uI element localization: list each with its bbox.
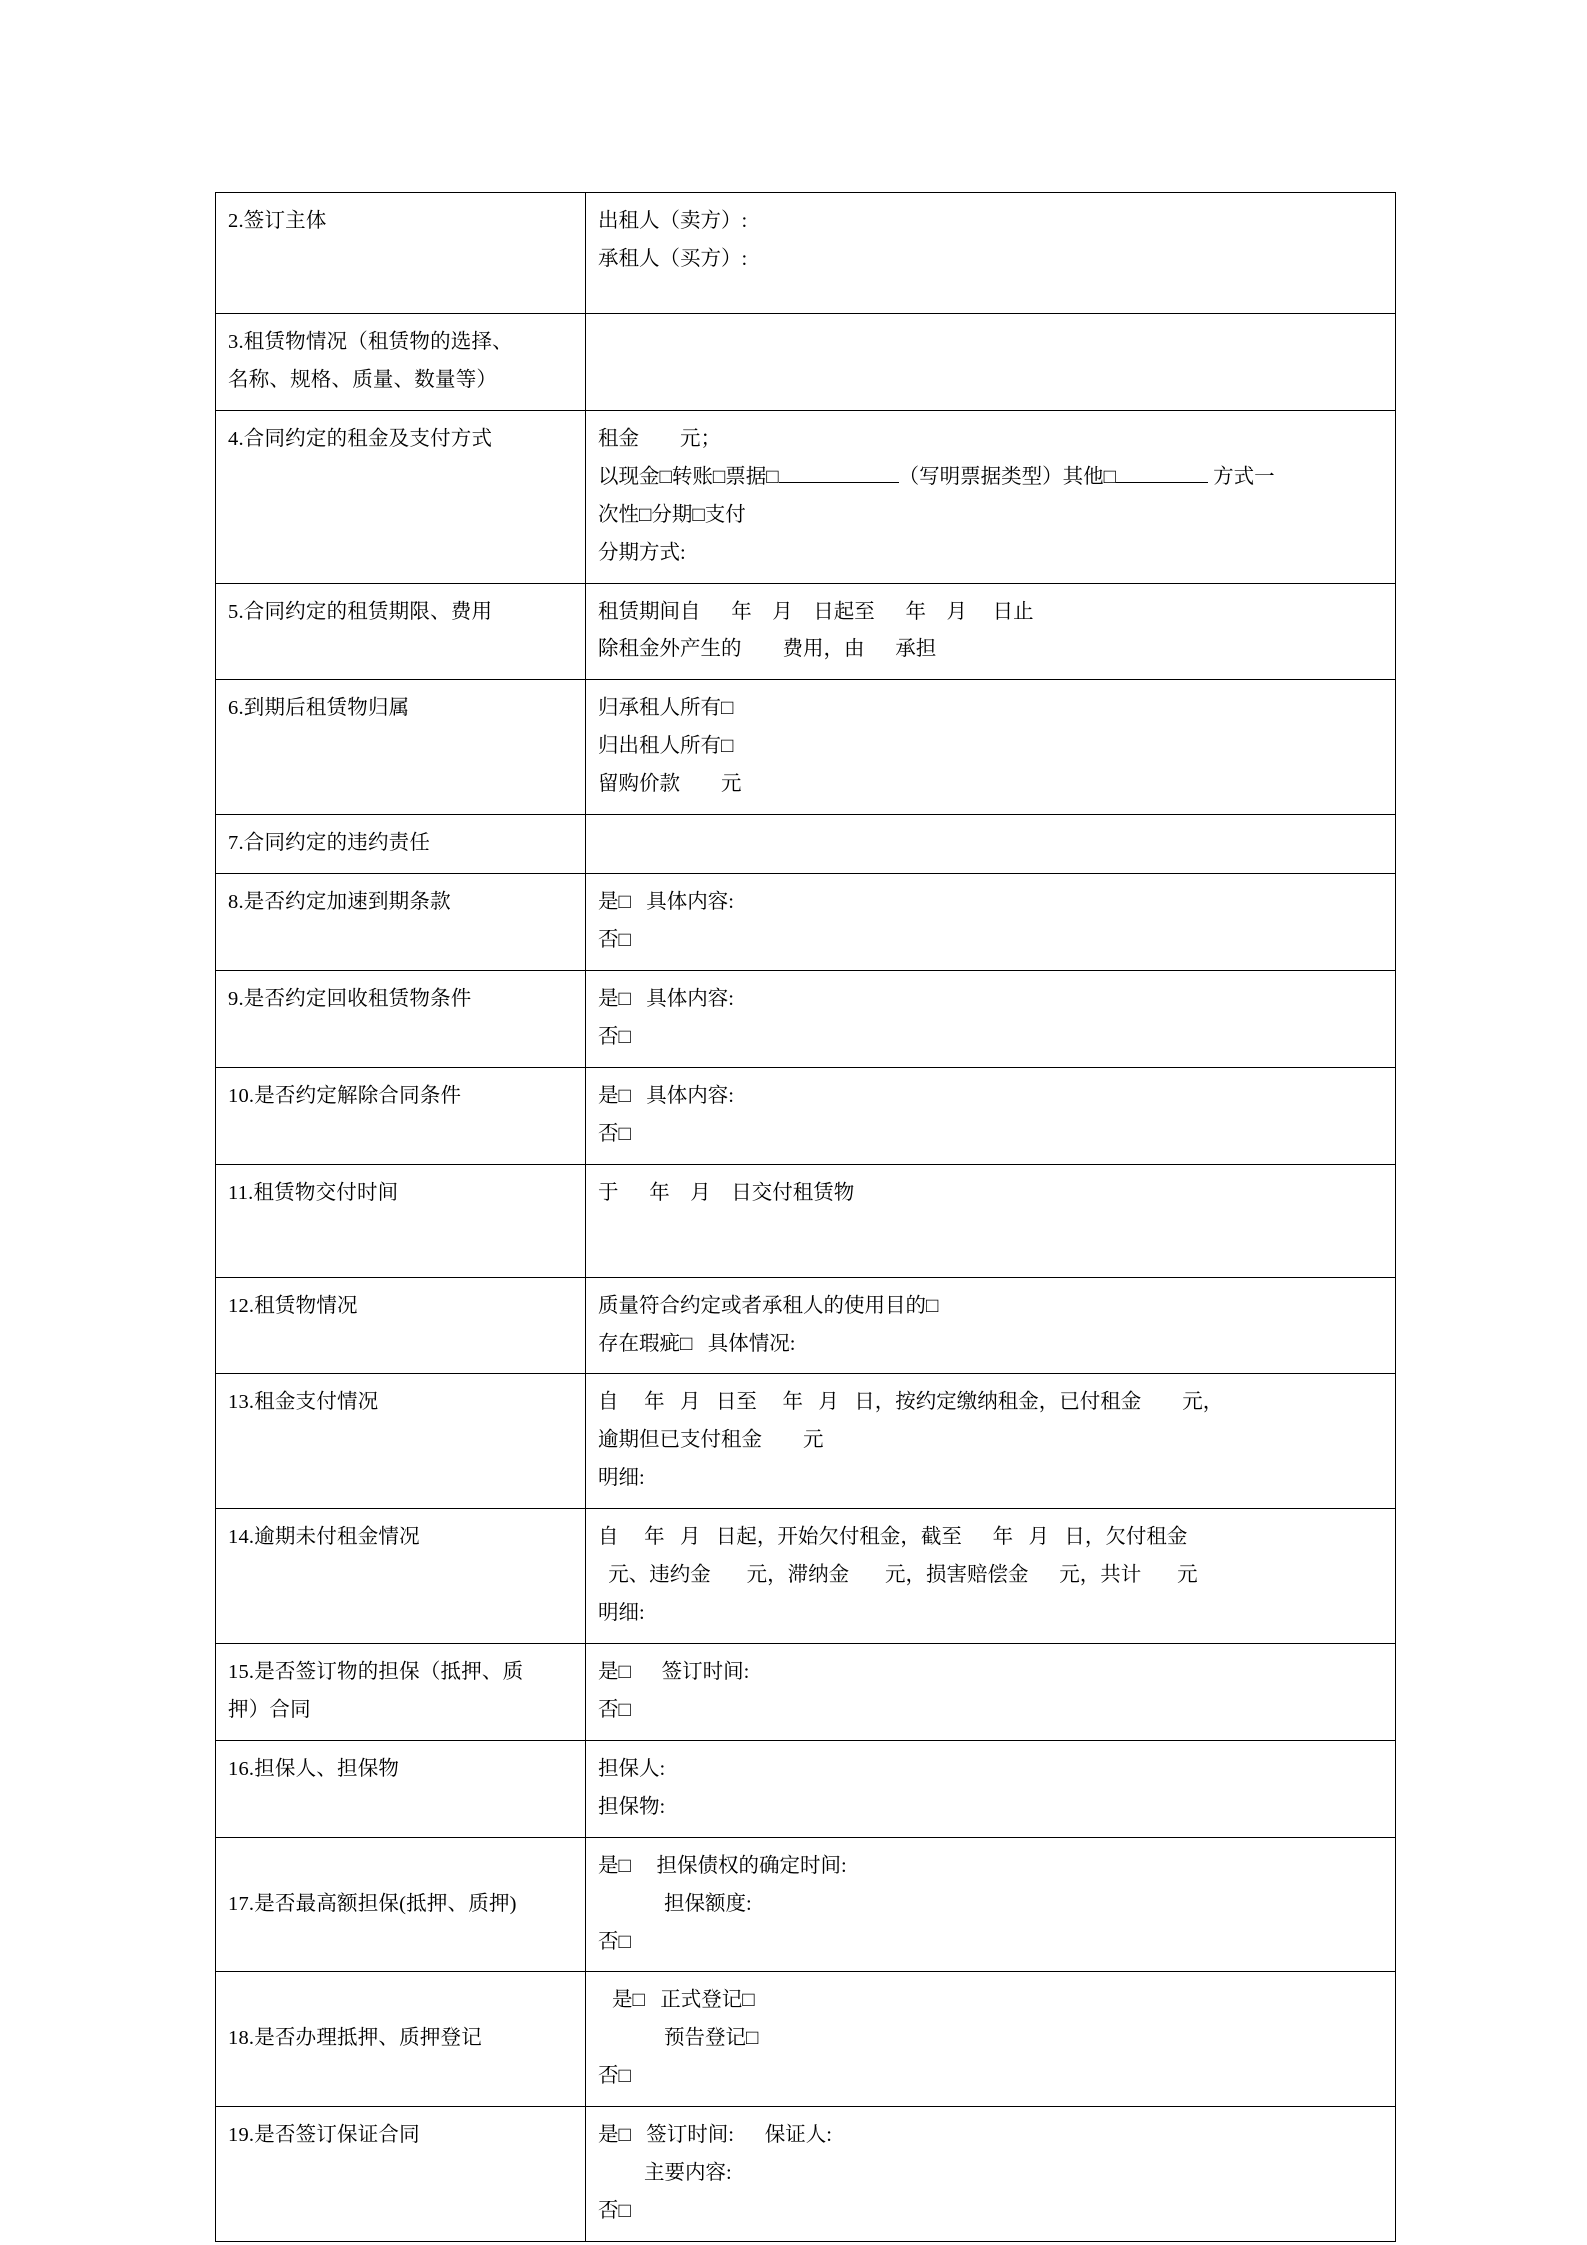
row-label-14 (216, 1509, 586, 1644)
yes-option-with-detail: 是□ 具体内容: (598, 1084, 734, 1107)
table-row (216, 2107, 1396, 2242)
row-label-text: 9.是否约定回收租赁物条件 (228, 987, 472, 1010)
row-label-3 (216, 314, 586, 411)
row-label-2 (216, 193, 586, 314)
table-row (216, 1277, 1396, 1374)
no-option: 否□ (598, 1025, 631, 1048)
yes-option-with-guarantor: 是□ 签订时间: 保证人: (598, 2124, 832, 2147)
yes-option-with-detail: 是□ 具体内容: (598, 987, 734, 1010)
table-row (216, 874, 1396, 971)
row-label-text-line2: 名称、规格、质量、数量等） (228, 368, 498, 391)
overdue-but-paid-field: 逾期但已支付租金 元 (598, 1429, 824, 1452)
row-value-8 (586, 874, 1396, 971)
payment-method-line (598, 459, 1383, 497)
row-label-text: 6.到期后租赁物归属 (228, 697, 410, 720)
row-label-text: 11.租赁物交付时间 (228, 1181, 399, 1204)
defect-option: 存在瑕疵□ 具体情况: (598, 1332, 796, 1355)
table-row (216, 583, 1396, 680)
row-value-3 (586, 314, 1396, 411)
table-row (216, 1837, 1396, 1972)
row-label-text: 18.是否办理抵押、质押登记 (228, 2027, 482, 2050)
row-label-text: 14.逾期未付租金情况 (228, 1526, 420, 1549)
detail-field: 明细: (598, 1602, 645, 1625)
row-label-13 (216, 1374, 586, 1509)
row-value-6 (586, 680, 1396, 815)
no-option: 否□ (598, 1122, 631, 1145)
row-label-12 (216, 1277, 586, 1374)
advance-registration-option: 预告登记□ (664, 2027, 759, 2050)
row-label-11 (216, 1164, 586, 1277)
row-label-6 (216, 680, 586, 815)
residual-price-field: 留购价款 元 (598, 773, 742, 796)
row-value-15 (586, 1643, 1396, 1740)
row-label-15 (216, 1643, 586, 1740)
row-label-text: 10.是否约定解除合同条件 (228, 1084, 462, 1107)
payment-other-checkbox-label: 其他□ (1062, 465, 1117, 488)
row-label-text: 12.租赁物情况 (228, 1294, 358, 1317)
row-value-17 (586, 1837, 1396, 1972)
contract-elements-table (215, 192, 1396, 2242)
table-row (216, 815, 1396, 874)
row-label-5 (216, 583, 586, 680)
table-row (216, 193, 1396, 314)
row-label-text: 16.担保人、担保物 (228, 1757, 400, 1780)
yes-option-with-signdate: 是□ 签订时间: (598, 1660, 750, 1683)
lease-period-field: 租赁期间自 年 月 日起至 年 月 日止 (598, 600, 1034, 623)
row-value-18 (586, 1972, 1396, 2107)
table-row (216, 1740, 1396, 1837)
table-row (216, 410, 1396, 583)
payment-method-suffix: 方式一 (1213, 465, 1275, 488)
row-value-7 (586, 815, 1396, 874)
table-row (216, 1643, 1396, 1740)
row-value-2 (586, 193, 1396, 314)
row-value-19 (586, 2107, 1396, 2242)
guarantor-field: 担保人: (598, 1757, 666, 1780)
no-option: 否□ (598, 928, 631, 951)
form-sheet (215, 192, 1395, 2242)
row-value-5 (586, 583, 1396, 680)
table-row (216, 314, 1396, 411)
installment-method-field: 分期方式: (598, 541, 686, 564)
row-label-text: 19.是否签订保证合同 (228, 2124, 420, 2147)
row-label-text: 8.是否约定加速到期条款 (228, 891, 451, 914)
ownership-lessor-option: 归出租人所有□ (598, 735, 734, 758)
row-value-10 (586, 1067, 1396, 1164)
row-label-text: 2.签订主体 (228, 210, 327, 232)
no-option: 否□ (598, 1930, 631, 1953)
table-row (216, 1374, 1396, 1509)
extra-fees-field: 除租金外产生的 费用，由 承担 (598, 638, 937, 661)
no-option: 否□ (598, 2065, 631, 2088)
row-label-text-line2: 押）合同 (228, 1698, 311, 1721)
row-label-18 (216, 1972, 586, 2107)
yes-option-formal-registration: 是□ 正式登记□ (612, 1989, 755, 2012)
table-row (216, 680, 1396, 815)
row-label-7 (216, 815, 586, 874)
row-label-19 (216, 2107, 586, 2242)
row-label-text-line1: 3.租赁物情况（租赁物的选择、 (228, 331, 513, 353)
row-value-16 (586, 1740, 1396, 1837)
payment-method-prefix: 以现金□转账□票据□ (598, 465, 779, 488)
yes-option-with-claim-date: 是□ 担保债权的确定时间: (598, 1854, 847, 1877)
row-label-text: 7.合同约定的违约责任 (228, 832, 431, 855)
row-label-text: 5.合同约定的租赁期限、费用 (228, 600, 493, 623)
row-label-16 (216, 1740, 586, 1837)
ownership-lessee-option: 归承租人所有□ (598, 697, 734, 720)
row-value-12 (586, 1277, 1396, 1374)
row-label-10 (216, 1067, 586, 1164)
row-label-text-line1: 15.是否签订物的担保（抵押、质 (228, 1660, 524, 1683)
table-row (216, 1972, 1396, 2107)
lessee-field-label: 承租人（买方）: (598, 247, 748, 270)
row-value-13 (586, 1374, 1396, 1509)
row-label-17 (216, 1837, 586, 1972)
table-row (216, 1067, 1396, 1164)
quality-conforming-option: 质量符合约定或者承租人的使用目的□ (598, 1294, 939, 1317)
row-value-9 (586, 970, 1396, 1067)
row-value-4 (586, 410, 1396, 583)
main-content-field: 主要内容: (644, 2162, 732, 2185)
overdue-amounts-field: 元、违约金 元，滞纳金 元，损害赔偿金 元，共计 元 (598, 1564, 1198, 1587)
row-value-14 (586, 1509, 1396, 1644)
delivery-date-field: 于 年 月 日交付租赁物 (598, 1181, 855, 1204)
rent-amount-field: 租金 元； (598, 427, 721, 450)
no-option: 否□ (598, 1698, 631, 1721)
row-value-11 (586, 1164, 1396, 1277)
yes-option-with-detail: 是□ 具体内容: (598, 891, 734, 914)
row-label-9 (216, 970, 586, 1067)
row-label-text: 17.是否最高额担保(抵押、质押) (228, 1892, 517, 1915)
rent-paid-period-field: 自 年 月 日至 年 月 日，按约定缴纳租金，已付租金 元， (598, 1391, 1224, 1414)
collateral-field: 担保物: (598, 1795, 666, 1818)
payment-method-note: （写明票据类型） (898, 465, 1063, 488)
bill-type-blank (779, 482, 899, 483)
lessor-field-label: 出租人（卖方）: (598, 210, 748, 232)
row-label-text: 4.合同约定的租金及支付方式 (228, 427, 493, 450)
guarantee-limit-field: 担保额度: (664, 1892, 752, 1915)
payment-schedule-options: 次性□分期□支付 (598, 503, 746, 526)
table-row (216, 1164, 1396, 1277)
no-option: 否□ (598, 2200, 631, 2223)
row-label-4 (216, 410, 586, 583)
detail-field: 明细: (598, 1467, 645, 1490)
overdue-start-field: 自 年 月 日起，开始欠付租金，截至 年 月 日，欠付租金 (598, 1526, 1188, 1549)
row-label-8 (216, 874, 586, 971)
table-row (216, 1509, 1396, 1644)
payment-other-blank (1116, 482, 1208, 483)
row-label-text: 13.租金支付情况 (228, 1391, 379, 1414)
table-row (216, 970, 1396, 1067)
